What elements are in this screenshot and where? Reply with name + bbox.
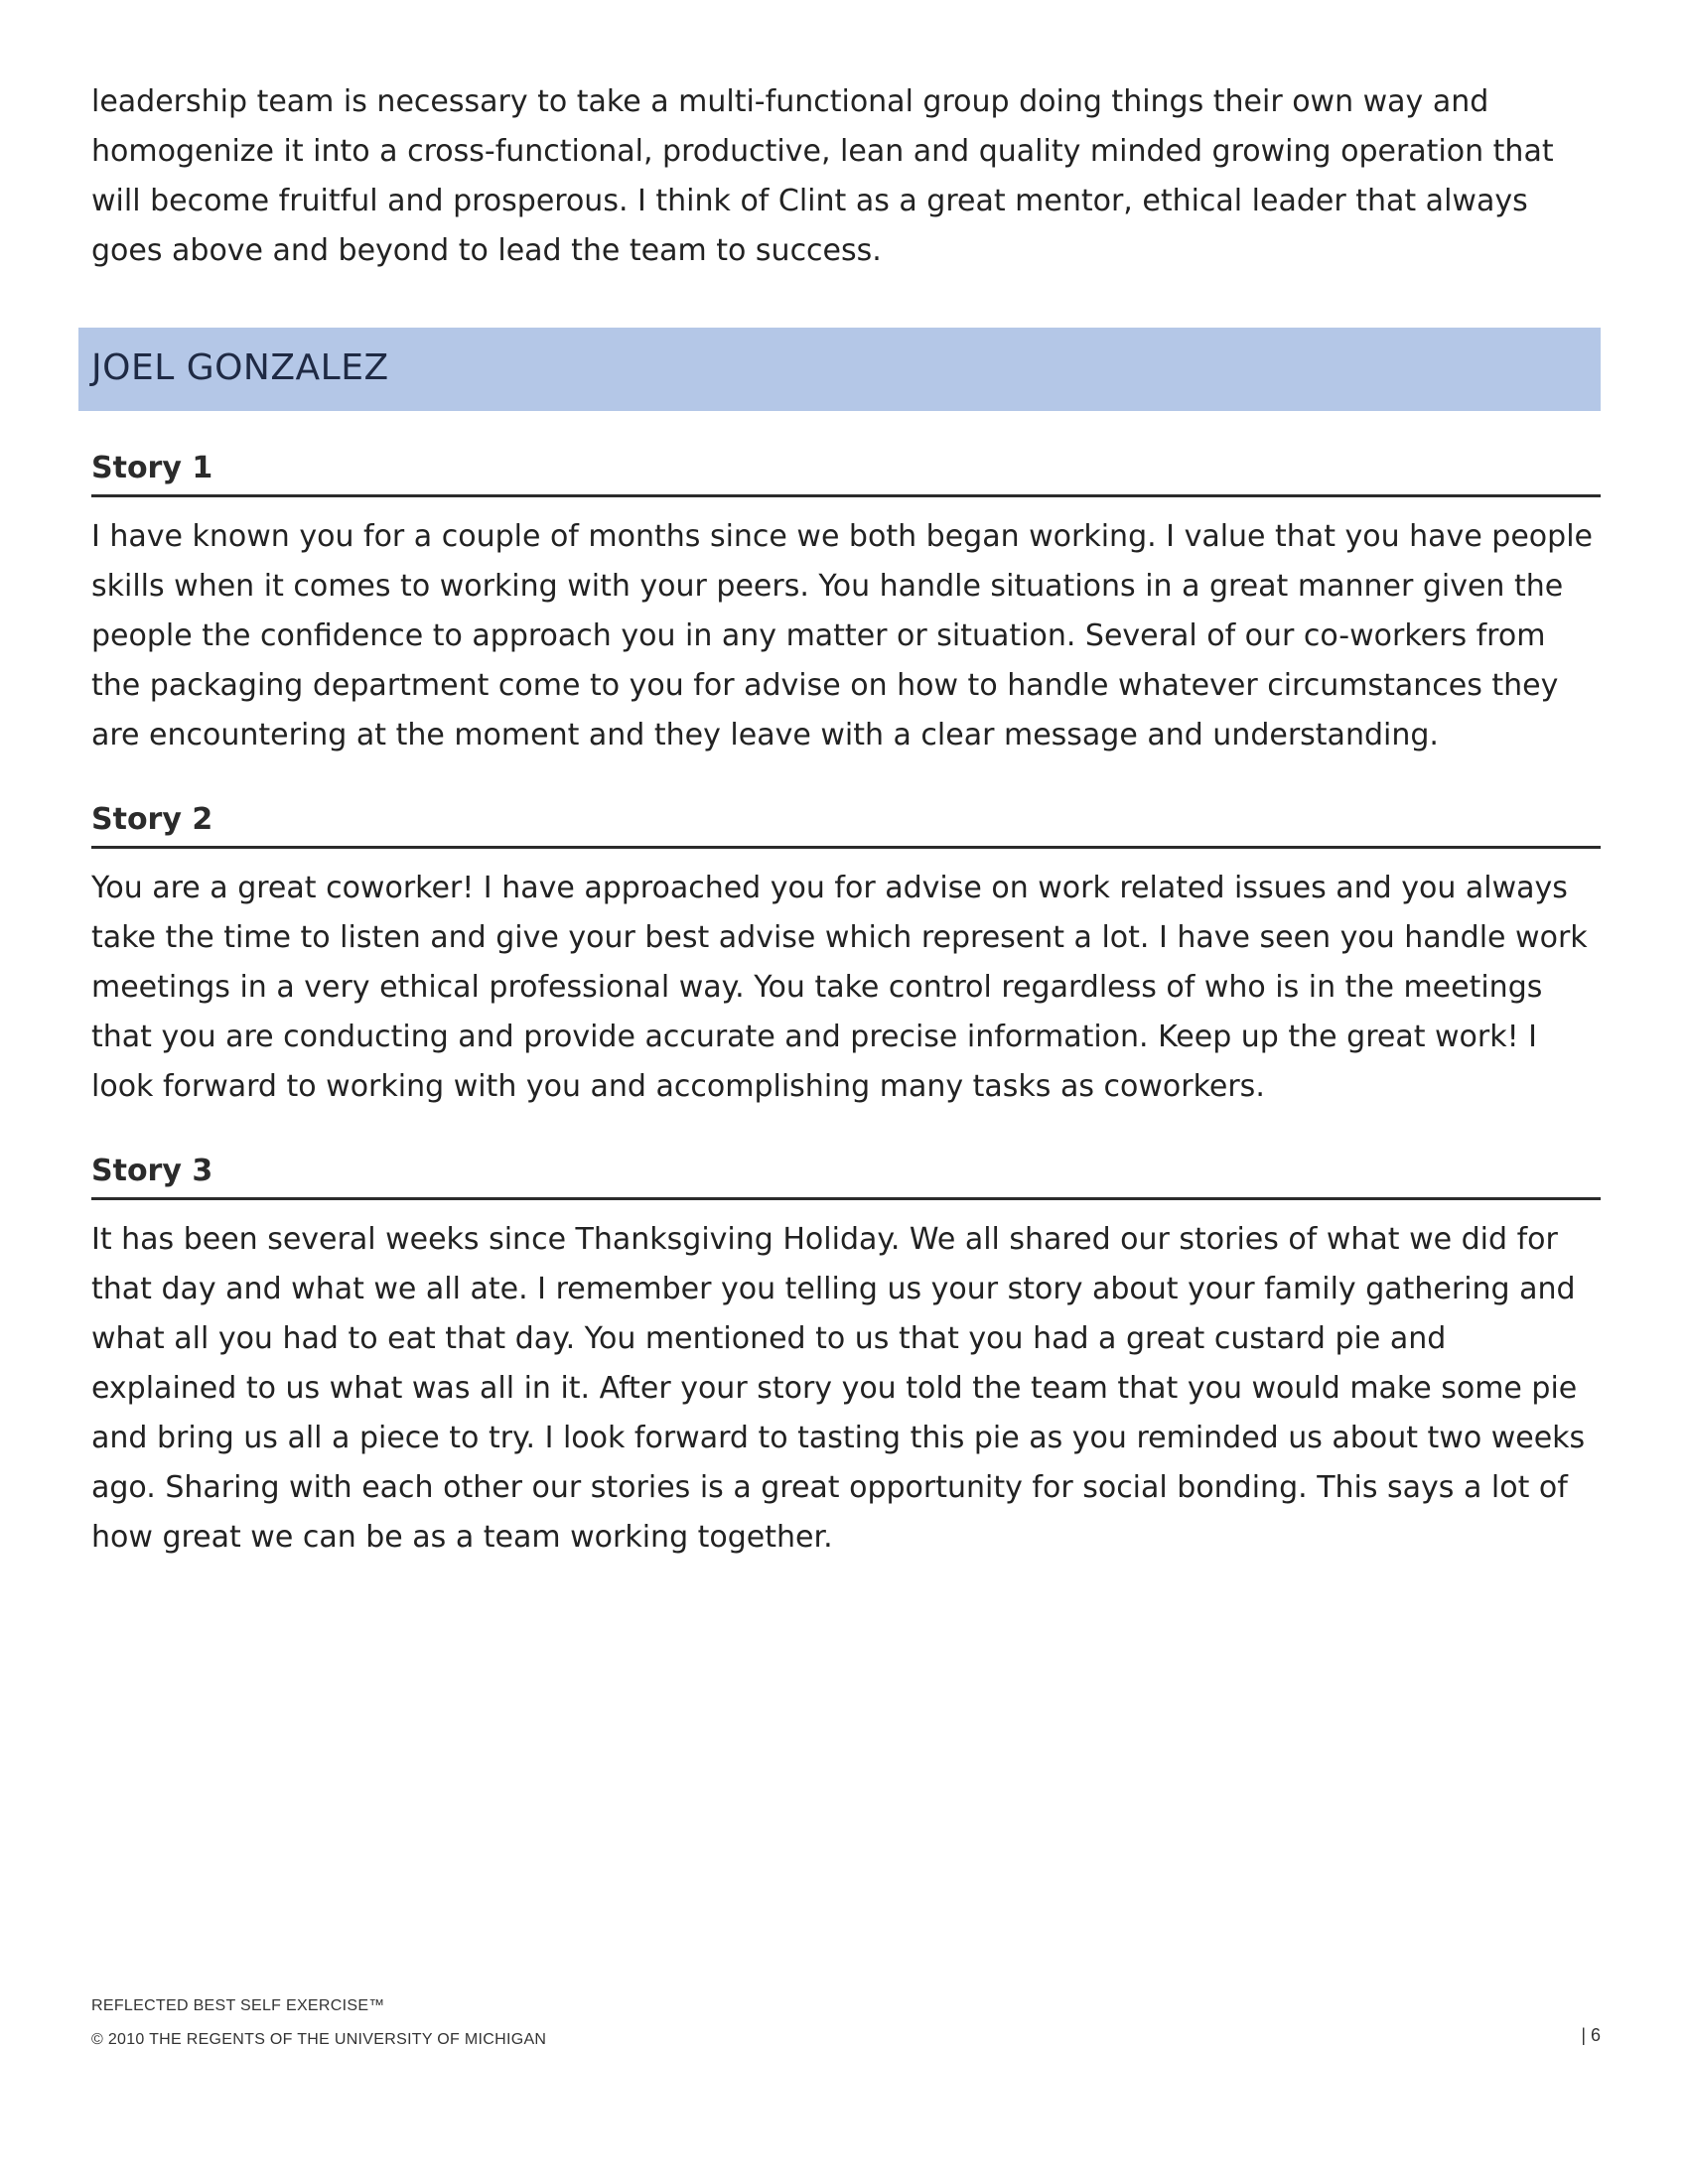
section-header-joel-gonzalez [78, 328, 1601, 411]
story-1-text: I have known you for a couple of months since we both began working. I value that you have people skills when it comes to working with your peers. You handle situations in a great manner given the people the confidence to approach you in any matter or situation. Several of our co-workers from the packaging department come to you for advise on how to handle whatever circumstances they are encountering at the moment and they leave with a clear message and understanding. [91, 519, 1593, 752]
story-1-heading [91, 445, 1601, 497]
story-2-title: Story 2 [91, 802, 213, 837]
story-3-heading [91, 1148, 1601, 1200]
section-title: JOEL GONZALEZ [91, 347, 389, 388]
story-2-text: You are a great coworker! I have approached you for advise on work related issues and you always take the time to listen and give your best advise which represent a lot. I have seen you handle work meetings in a very ethical professional way. You take control regardless of who is in the meetings that you are conducting and provide accurate and precise information. Keep up the great work! I look forward to working with you and accomplishing many tasks as coworkers. [91, 871, 1588, 1104]
story-2-heading [91, 796, 1601, 849]
story-3-title: Story 3 [91, 1154, 213, 1188]
footer-copyright: © 2010 THE REGENTS OF THE UNIVERSITY OF MICHIGAN [91, 2031, 547, 2048]
page-number: | 6 [1581, 2025, 1601, 2045]
footer-exercise-name: REFLECTED BEST SELF EXERCISE™ [91, 1997, 385, 2014]
story-1-title: Story 1 [91, 451, 213, 485]
story-3-text: It has been several weeks since Thanksgiving Holiday. We all shared our stories of what we did for that day and what we all ate. I remember you telling us your story about your family gathering and what all you had to eat that day. You mentioned to us that you had a great custard pie and explained to us what was all in it. After your story you told the team that you would make some pie and bring us all a piece to try. I look forward to tasting this pie as you reminded us about two weeks ago. Sharing with each other our stories is a great opportunity for social bonding. This says a lot of how great we can be as a team working together. [91, 1222, 1586, 1555]
intro-paragraph: leadership team is necessary to take a multi-functional group doing things their own way and homogenize it into a cross-functional, productive, lean and quality minded growing operation that will become fruitful and prosperous. I think of Clint as a great mentor, ethical leader that always goes above and beyond to lead the team to success. [91, 84, 1554, 268]
